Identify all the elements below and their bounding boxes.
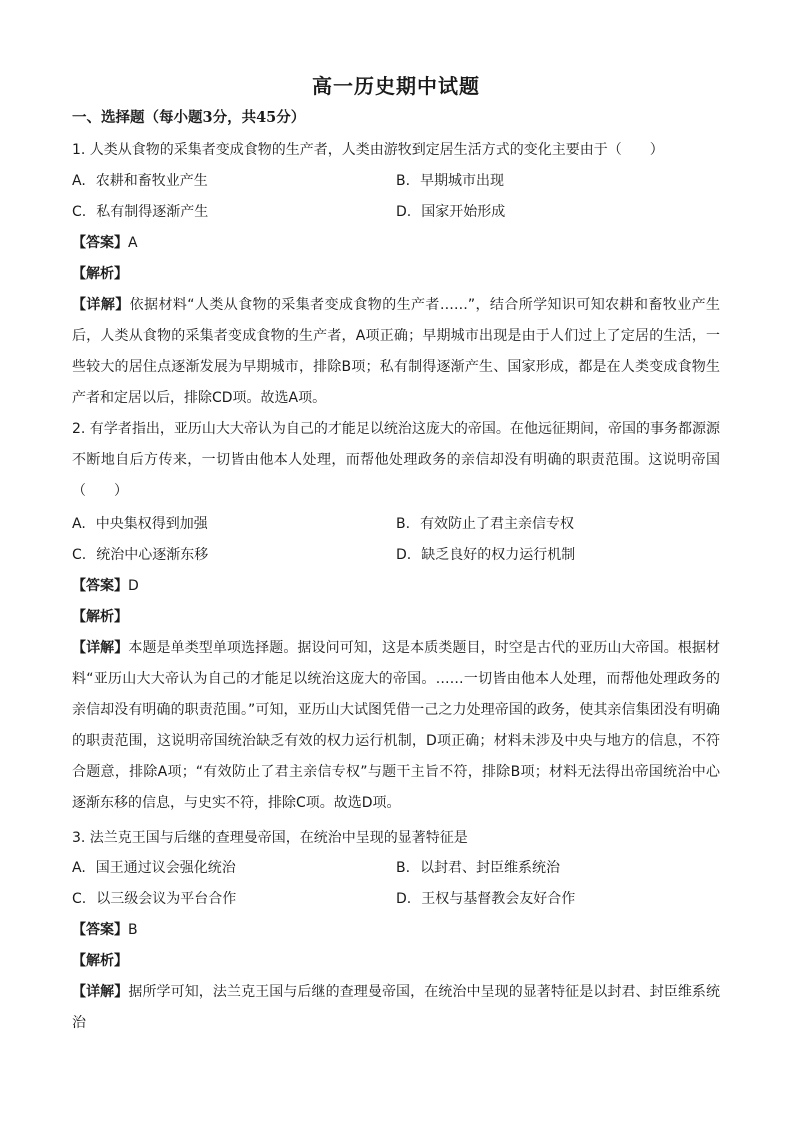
answer-label: 【答案】 bbox=[72, 235, 128, 251]
option-letter: C. bbox=[72, 204, 87, 220]
option-letter: C. bbox=[72, 891, 87, 907]
question-2-option-a bbox=[72, 514, 208, 534]
option-letter: D. bbox=[396, 204, 412, 220]
option-text: 农耕和畜牧业产生 bbox=[95, 173, 208, 189]
option-text: 早期城市出现 bbox=[420, 173, 505, 189]
option-letter: A. bbox=[72, 860, 86, 876]
option-text: 缺乏良好的权力运行机制 bbox=[421, 547, 576, 563]
answer-value: B bbox=[128, 922, 138, 938]
question-1-option-b bbox=[396, 171, 504, 191]
detail-label: 【详解】 bbox=[72, 640, 129, 656]
option-letter: B. bbox=[396, 516, 411, 532]
option-text: 统治中心逐渐东移 bbox=[96, 547, 209, 563]
question-3-answer bbox=[72, 920, 138, 940]
question-1-option-a bbox=[72, 171, 208, 191]
answer-label: 【答案】 bbox=[72, 922, 128, 938]
section-heading: 一、选择题（每小题3分，共45分） bbox=[72, 109, 306, 126]
question-3-detail bbox=[72, 977, 720, 1039]
option-text: 有效防止了君主亲信专权 bbox=[420, 516, 575, 532]
page-title: 高一历史期中试题 bbox=[312, 74, 480, 98]
question-3-option-a bbox=[72, 858, 236, 878]
option-letter: D. bbox=[396, 547, 412, 563]
option-letter: A. bbox=[72, 173, 86, 189]
question-3-analysis bbox=[72, 951, 128, 971]
question-3-stem: 3. 法兰克王国与后继的查理曼帝国，在统治中呈现的显著特征是 bbox=[72, 830, 468, 846]
question-2-analysis bbox=[72, 607, 128, 627]
question-2-answer bbox=[72, 576, 139, 596]
detail-text: 据所学可知，法兰克王国与后继的查理曼帝国，在统治中呈现的显著特征是以封君、封臣维系统治 bbox=[72, 984, 721, 1031]
option-letter: B. bbox=[396, 173, 411, 189]
option-text: 国王通过议会强化统治 bbox=[95, 860, 236, 876]
question-3-option-d bbox=[396, 889, 575, 909]
question-2-option-b bbox=[396, 514, 574, 534]
option-text: 王权与基督教会友好合作 bbox=[421, 891, 576, 907]
question-3-option-b bbox=[396, 858, 560, 878]
question-1-option-c bbox=[72, 202, 208, 222]
question-3-option-c bbox=[72, 889, 236, 909]
option-letter: D. bbox=[396, 891, 412, 907]
option-text: 以封君、封臣维系统治 bbox=[420, 860, 561, 876]
question-2-option-c bbox=[72, 545, 208, 565]
detail-text: 依据材料“人类从食物的采集者变成食物的生产者……”，结合所学知识可知农耕和畜牧业产生后，人类从食物的采集者变成食物的生产者，A项正确；早期城市出现是由于人们过上了定居的生活，一些较大的居住点逐渐发展为早期城市，排除B项；私有制得逐渐产生、国家形成，都是在人类变成食物生产者和定居以后，排除CD项。故选A项。 bbox=[72, 297, 721, 406]
detail-text: 本题是单类型单项选择题。据设问可知，这是本质类题目，时空是古代的亚历山大帝国。根据材料“亚历山大大帝认为自己的才能足以统治这庞大的帝国。……一切皆由他本人处理，而帮他处理政务的亲信却没有明确的职责范围。”可知，亚历山大试图凭借一己之力处理帝国的政务，使其亲信集团没有明确的职责范围，这说明帝国统治缺乏有效的权力运行机制，D项正确；材料未涉及中央与地方的信息，不符合题意，排除A项；“有效防止了君主亲信专权”与题干主旨不符，排除B项；材料无法得出帝国统治中心逐渐东移的信息，与史实不符，排除C项。故选D项。 bbox=[72, 640, 721, 811]
question-2-detail bbox=[72, 633, 720, 819]
option-letter: A. bbox=[72, 516, 86, 532]
detail-label: 【详解】 bbox=[72, 297, 130, 313]
question-1-answer bbox=[72, 233, 138, 253]
answer-value: D bbox=[128, 578, 139, 594]
option-text: 中央集权得到加强 bbox=[95, 516, 208, 532]
analysis-label: 【解析】 bbox=[72, 266, 128, 282]
question-1-stem: 1. 人类从食物的采集者变成食物的生产者，人类由游牧到定居生活方式的变化主要由于（ ） bbox=[72, 142, 664, 158]
question-1-detail bbox=[72, 290, 720, 414]
analysis-label: 【解析】 bbox=[72, 953, 128, 969]
option-text: 以三级会议为平台合作 bbox=[96, 891, 237, 907]
question-1-analysis bbox=[72, 264, 128, 284]
question-2-option-d bbox=[396, 545, 575, 565]
answer-label: 【答案】 bbox=[72, 578, 128, 594]
question-1-option-d bbox=[396, 202, 505, 222]
detail-label: 【详解】 bbox=[72, 984, 129, 1000]
analysis-label: 【解析】 bbox=[72, 609, 128, 625]
question-2-stem: 2. 有学者指出，亚历山大大帝认为自己的才能足以统治这庞大的帝国。在他远征期间，帝国的事务都源源不断地自后方传来，一切皆由他本人处理，而帮他处理政务的亲信却没有明确的职责范围。这说明帝国（ ） bbox=[72, 421, 720, 499]
option-text: 私有制得逐渐产生 bbox=[96, 204, 209, 220]
answer-value: A bbox=[128, 235, 138, 251]
option-text: 国家开始形成 bbox=[421, 204, 506, 220]
option-letter: C. bbox=[72, 547, 87, 563]
option-letter: B. bbox=[396, 860, 411, 876]
